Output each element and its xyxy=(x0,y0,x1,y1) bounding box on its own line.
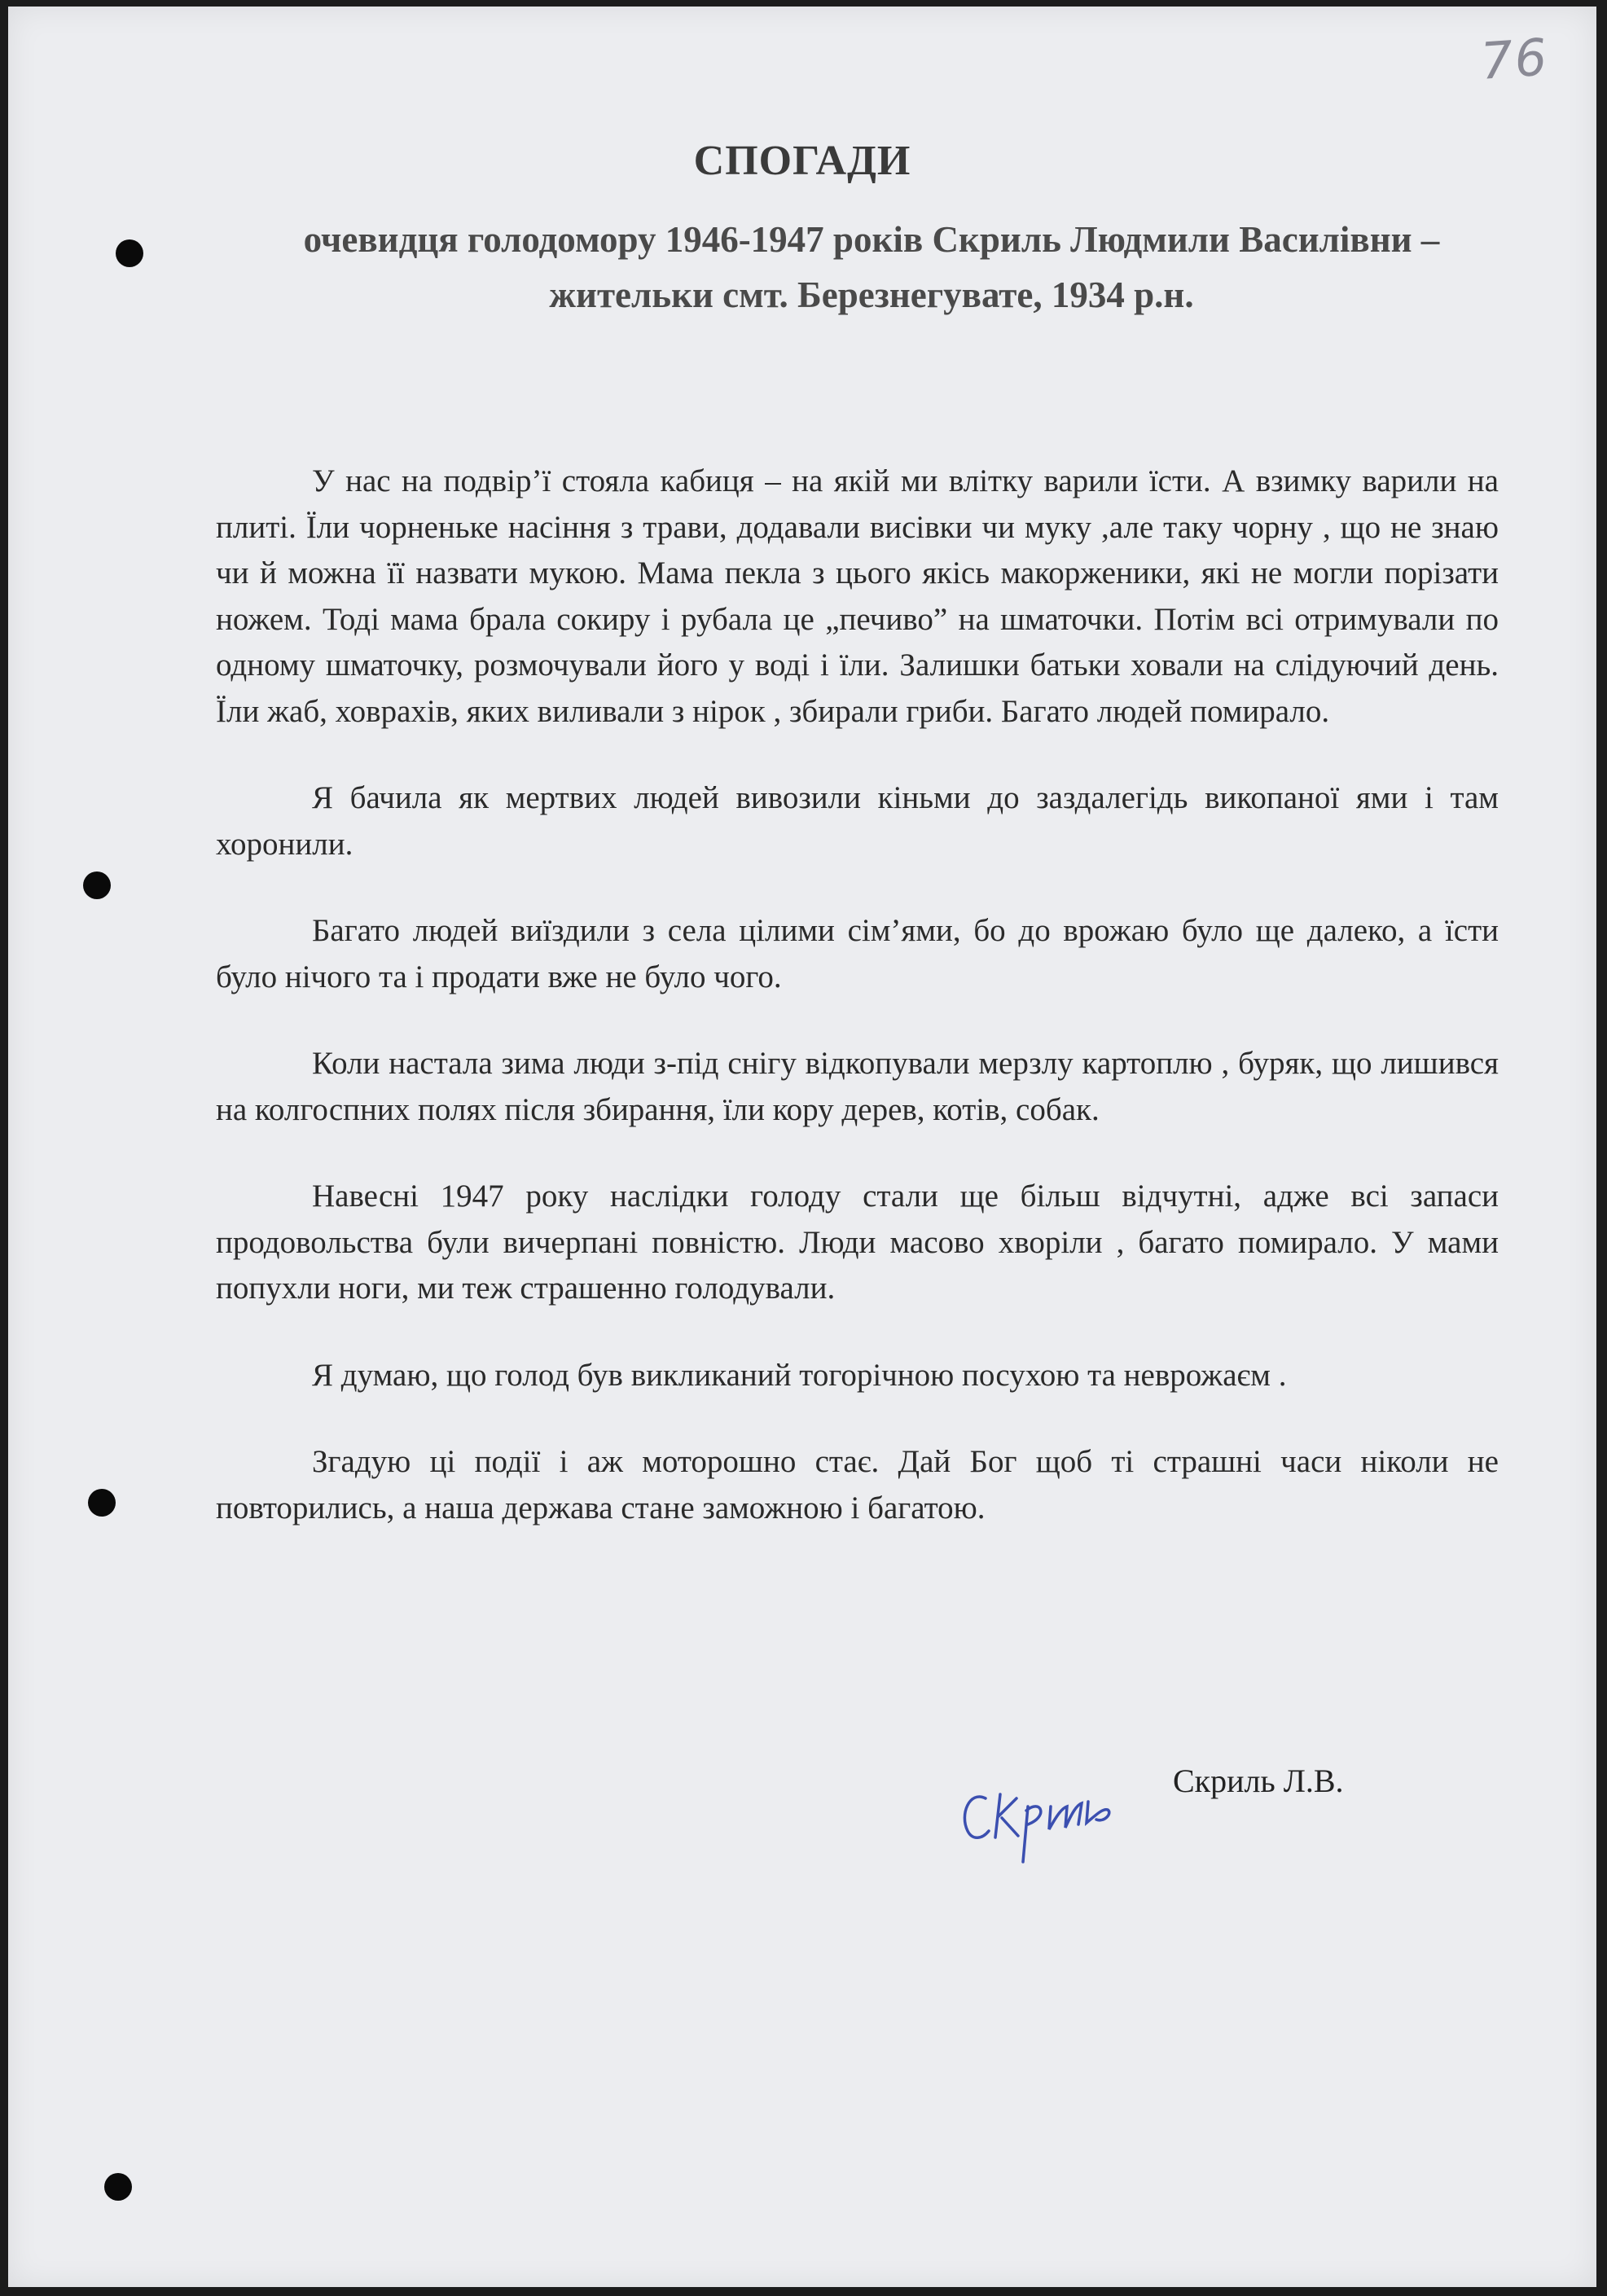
paragraph: Я бачила як мертвих людей вивозили кіньми до заздалегідь викопаної ями і там хоронили. xyxy=(216,780,1499,862)
document-page xyxy=(8,7,1596,2287)
paragraph: Згадую ці події і аж моторошно стає. Дай Бог щоб ті страшні часи ніколи не повторились, а наша держава стане заможною і багатою. xyxy=(216,1444,1499,1526)
punch-hole xyxy=(116,239,143,267)
punch-hole xyxy=(83,871,111,899)
paragraph: Навесні 1947 року наслідки голоду стали ще більш відчутні, адже всі запаси продовольства були вичерпані повністю. Люди масово хворіли , багато помирало. У мами попухли ноги, ми теж страшенно голодували. xyxy=(216,1179,1499,1306)
paragraph: Багато людей виїздили з села цілими сім’ями, бо до врожаю було ще далеко, а їсти було нічого та і продати вже не було чого. xyxy=(216,913,1499,994)
page-number: 76 xyxy=(1478,27,1551,91)
document-title: СПОГАДИ xyxy=(693,138,911,184)
document-subtitle: очевидця голодомору 1946-1947 років Скриль Людмили Василівни – жительки смт. Березнегувате, 1934 р.н. xyxy=(303,219,1440,315)
signature-name: Скриль Л.В. xyxy=(1173,1763,1344,1799)
punch-hole xyxy=(88,1489,116,1517)
punch-hole xyxy=(104,2173,132,2201)
paragraph: У нас на подвір’ї стояла кабиця – на якій ми влітку варили їсти. А взимку варили на плиті. Їли чорненьке насіння з трави, додавали висівки чи муку ,але таку чорну , що не знаю чи й можна її назвати мукою. Мама пекла з цього якісь макорженики, які не могли порізати ножем. Тоді мама брала сокиру і рубала це „печиво” на шматочки. Потім всі отримували по одному шматочку, розмочували його у воді і їли. Залишки батьки ховали на слідуючий день. Їли жаб, ховрахів, яких виливали з нірок , збирали гриби. Багато людей помирало. xyxy=(216,463,1499,729)
paragraph: Я думаю, що голод був викликаний тогорічною посухою та неврожаєм . xyxy=(312,1357,1287,1393)
document-body xyxy=(216,459,1499,1572)
handwritten-signature xyxy=(953,1766,1132,1864)
paragraph: Коли настала зима люди з-під снігу відкопували мерзлу картоплю , буряк, що лишився на колгоспних полях після збирання, їли кору дерев, котів, собак. xyxy=(216,1046,1499,1127)
